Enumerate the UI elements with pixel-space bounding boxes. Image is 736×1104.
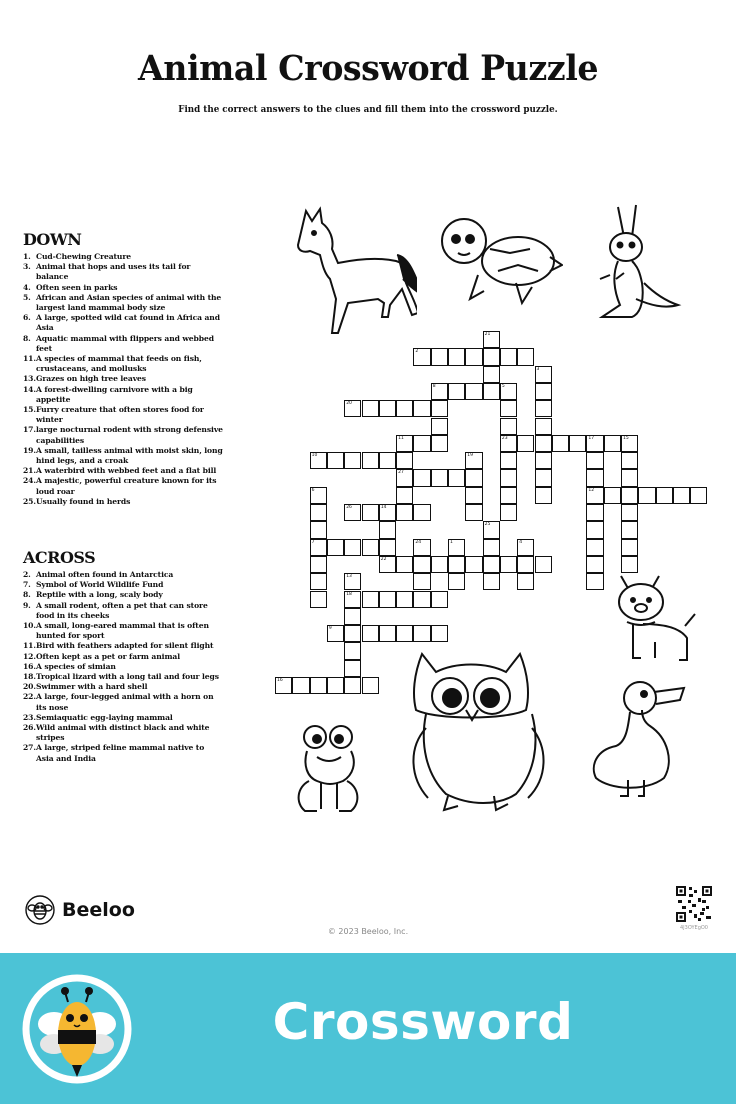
grid-cell[interactable] [586, 435, 603, 452]
grid-cell[interactable] [448, 348, 465, 365]
grid-cell[interactable] [396, 504, 413, 521]
horse-illustration [292, 203, 417, 343]
grid-cell[interactable] [413, 400, 430, 417]
grid-cell[interactable] [500, 469, 517, 486]
grid-cell[interactable] [292, 677, 309, 694]
grid-cell[interactable] [535, 366, 552, 383]
down-heading: DOWN [23, 230, 82, 249]
grid-cell[interactable] [362, 625, 379, 642]
clue-text: A large, striped feline mammal native to Asia and India [36, 743, 205, 763]
clue-number: 7. [23, 580, 31, 590]
across-clue [23, 723, 223, 743]
clue-number: 12. [23, 651, 36, 661]
grid-cell[interactable] [379, 591, 396, 608]
cell-number: 8 [432, 383, 436, 389]
grid-cell[interactable] [586, 556, 603, 573]
grid-cell[interactable] [431, 348, 448, 365]
grid-cell[interactable] [344, 504, 361, 521]
grid-cell[interactable] [517, 435, 534, 452]
across-clue [23, 692, 223, 712]
grid-cell[interactable] [690, 487, 707, 504]
beeloo-logo[interactable] [24, 894, 135, 926]
cell-number: 21 [484, 332, 491, 337]
grid-cell[interactable] [535, 452, 552, 469]
down-clue [23, 476, 223, 496]
grid-cell[interactable] [483, 366, 500, 383]
down-clue [23, 313, 223, 333]
clue-text: Animal that hops and uses its tail for balance [36, 262, 191, 282]
clue-text: A waterbird with webbed feet and a flat bill [36, 466, 217, 476]
clue-number: 15. [23, 405, 36, 415]
across-clue [23, 621, 223, 641]
grid-cell[interactable] [431, 435, 448, 452]
grid-cell[interactable] [535, 418, 552, 435]
grid-cell[interactable] [396, 591, 413, 608]
down-clue [23, 252, 223, 262]
cell-number: 14 [380, 505, 387, 510]
cell-number: 10 [311, 453, 318, 459]
grid-cell[interactable] [448, 556, 465, 573]
grid-cell[interactable] [379, 400, 396, 417]
clue-text: Usually found in herds [36, 496, 131, 506]
grid-cell[interactable] [362, 539, 379, 556]
across-clue [23, 590, 223, 600]
grid-cell[interactable] [413, 573, 430, 590]
clue-number: 9. [23, 600, 31, 610]
grid-cell[interactable] [621, 521, 638, 538]
down-clue [23, 283, 223, 293]
clue-text: large nocturnal rodent with strong defensive capabilities [36, 425, 223, 445]
clue-number: 6. [23, 313, 31, 323]
clue-number: 4. [23, 282, 31, 292]
clue-text: A species of simian [36, 661, 116, 671]
kangaroo-illustration [596, 203, 686, 325]
grid-cell[interactable] [500, 400, 517, 417]
grid-cell[interactable] [604, 435, 621, 452]
clue-text: A species of mammal that feeds on fish, crustaceans, and mollusks [36, 354, 202, 374]
across-clue [23, 652, 223, 662]
clue-text: Symbol of World Wildlife Fund [36, 580, 164, 590]
grid-cell[interactable] [483, 348, 500, 365]
page-title: Animal Crossword Puzzle [137, 48, 599, 89]
down-clue [23, 385, 223, 405]
grid-cell[interactable] [448, 573, 465, 590]
clue-number: 22. [23, 692, 36, 702]
cell-number: 6 [311, 487, 315, 493]
clue-text: A small, tailless animal with moist skin, long hind legs, and a croak [36, 445, 223, 466]
clue-text: Cud-Chewing Creature [36, 252, 131, 261]
clue-number: 23. [23, 712, 36, 722]
cell-number: 20 [346, 401, 352, 407]
grid-cell[interactable] [535, 487, 552, 504]
grid-cell[interactable] [517, 539, 534, 556]
clue-number: 8. [23, 333, 31, 343]
clue-text: African and Asian species of animal with the largest land mammal body size [36, 292, 222, 313]
grid-cell[interactable] [500, 418, 517, 435]
cell-number: 23 [501, 435, 508, 441]
grid-cell[interactable] [413, 591, 430, 608]
clue-number: 1. [23, 252, 31, 261]
clue-number: 20. [23, 682, 36, 692]
cell-number: 24 [415, 539, 422, 545]
cell-number: 25 [484, 522, 491, 528]
cell-number: 11 [398, 435, 404, 441]
grid-cell[interactable] [396, 556, 413, 573]
grid-cell[interactable] [465, 556, 482, 573]
grid-cell[interactable] [500, 556, 517, 573]
grid-cell[interactable] [413, 556, 430, 573]
cell-number: 2 [415, 349, 419, 355]
cell-number: 7 [311, 539, 315, 545]
clue-text: Tropical lizard with a long tail and four legs [36, 672, 219, 682]
clue-number: 21. [23, 466, 36, 476]
grid-cell[interactable] [413, 539, 430, 556]
clue-number: 3. [23, 262, 31, 272]
clue-text: A large, spotted wild cat found in Africa and Asia [36, 313, 220, 333]
grid-cell[interactable] [465, 348, 482, 365]
grid-cell[interactable] [310, 504, 327, 521]
grid-cell[interactable] [310, 487, 327, 504]
grid-cell[interactable] [483, 383, 500, 400]
grid-cell[interactable] [483, 556, 500, 573]
grid-cell[interactable] [500, 435, 517, 452]
grid-cell[interactable] [431, 383, 448, 400]
clue-text: A small, long-eared mammal that is often hunted for sport [36, 621, 209, 641]
grid-cell[interactable] [344, 591, 361, 608]
down-clue [23, 446, 223, 466]
grid-cell[interactable] [362, 452, 379, 469]
grid-cell[interactable] [396, 469, 413, 486]
grid-cell[interactable] [638, 487, 655, 504]
grid-cell[interactable] [586, 573, 603, 590]
down-clue [23, 334, 223, 354]
across-clue [23, 672, 223, 682]
clue-number: 27. [23, 743, 36, 753]
clue-text: Often seen in parks [36, 282, 118, 292]
grid-cell[interactable] [413, 348, 430, 365]
clue-number: 11. [23, 354, 36, 364]
down-clue [23, 374, 223, 384]
down-clue [23, 466, 223, 476]
clue-number: 24. [23, 476, 36, 486]
clue-text: Grazes on high tree leaves [36, 374, 146, 384]
grid-cell[interactable] [431, 400, 448, 417]
grid-cell[interactable] [517, 573, 534, 590]
grid-cell[interactable] [483, 521, 500, 538]
banner-title: Crossword [272, 993, 574, 1051]
grid-cell[interactable] [344, 660, 361, 677]
grid-cell[interactable] [621, 539, 638, 556]
clue-text: Often kept as a pet or farm animal [36, 651, 180, 661]
grid-cell[interactable] [448, 383, 465, 400]
grid-cell[interactable] [621, 469, 638, 486]
cell-number: 9 [328, 626, 332, 632]
clue-text: Bird with feathers adapted for silent flight [36, 641, 214, 651]
cell-number: 19 [467, 453, 474, 459]
grid-cell[interactable] [396, 487, 413, 504]
grid-cell[interactable] [569, 435, 586, 452]
clue-text: Aquatic mammal with flippers and webbed feet [36, 333, 214, 353]
down-clue [23, 405, 223, 425]
clue-number: 25. [23, 496, 36, 506]
grid-cell[interactable] [431, 625, 448, 642]
clue-number: 8. [23, 590, 31, 600]
grid-cell[interactable] [604, 487, 621, 504]
dog-illustration [613, 572, 703, 667]
grid-cell[interactable] [413, 435, 430, 452]
grid-cell[interactable] [310, 452, 327, 469]
grid-cell[interactable] [379, 539, 396, 556]
clue-number: 14. [23, 384, 36, 394]
cell-number: 4 [519, 539, 523, 545]
grid-cell[interactable] [500, 383, 517, 400]
cell-number: 15 [623, 435, 629, 441]
grid-cell[interactable] [500, 504, 517, 521]
grid-cell[interactable] [586, 469, 603, 486]
instructions: Find the correct answers to the clues and fill them into the crossword puzzle. [178, 104, 558, 115]
across-clue [23, 682, 223, 692]
duck-illustration [588, 676, 693, 801]
across-clue [23, 713, 223, 723]
grid-cell[interactable] [327, 452, 344, 469]
grid-cell[interactable] [310, 521, 327, 538]
grid-cell[interactable] [483, 573, 500, 590]
clue-text: Furry creature that often stores food for winter [36, 405, 204, 425]
clue-number: 16. [23, 661, 36, 671]
grid-cell[interactable] [431, 556, 448, 573]
grid-cell[interactable] [362, 504, 379, 521]
cell-number: 16 [277, 678, 283, 683]
grid-cell[interactable] [448, 469, 465, 486]
clue-text: Semiaquatic egg-laying mammal [36, 712, 173, 722]
grid-cell[interactable] [310, 573, 327, 590]
grid-cell[interactable] [483, 539, 500, 556]
turtle-illustration [438, 213, 563, 308]
grid-cell[interactable] [431, 591, 448, 608]
grid-cell[interactable] [621, 504, 638, 521]
grid-cell[interactable] [621, 556, 638, 573]
down-clue [23, 425, 223, 445]
grid-cell[interactable] [362, 677, 379, 694]
grid-cell[interactable] [396, 435, 413, 452]
grid-cell[interactable] [517, 348, 534, 365]
grid-cell[interactable] [535, 400, 552, 417]
clue-number: 2. [23, 570, 31, 579]
frog-illustration [295, 723, 363, 818]
grid-cell[interactable] [586, 521, 603, 538]
across-clue [23, 570, 223, 580]
grid-cell[interactable] [275, 677, 292, 694]
grid-cell[interactable] [465, 504, 482, 521]
across-clue [23, 580, 223, 590]
grid-cell[interactable] [448, 539, 465, 556]
grid-cell[interactable] [327, 625, 344, 642]
grid-cell[interactable] [379, 504, 396, 521]
grid-cell[interactable] [621, 487, 638, 504]
grid-cell[interactable] [379, 556, 396, 573]
clue-number: 11. [23, 641, 36, 651]
down-clue [23, 354, 223, 374]
cell-number: 13 [346, 574, 352, 580]
cell-number: 12 [588, 487, 595, 493]
owl-illustration [408, 648, 550, 813]
qr-code[interactable] [676, 886, 712, 922]
grid-cell[interactable] [344, 539, 361, 556]
grid-cell[interactable] [535, 556, 552, 573]
clue-text: Reptile with a long, scaly body [36, 590, 163, 600]
grid-cell[interactable] [344, 452, 361, 469]
clue-text: A forest-dwelling carnivore with a big appetite [36, 384, 193, 404]
grid-cell[interactable] [483, 331, 500, 348]
cell-number: 3 [536, 366, 540, 372]
cell-number: 1 [450, 539, 453, 545]
grid-cell[interactable] [465, 487, 482, 504]
grid-cell[interactable] [621, 435, 638, 452]
clue-number: 13. [23, 374, 36, 384]
across-heading: ACROSS [23, 548, 96, 567]
across-clue [23, 743, 223, 763]
grid-cell[interactable] [586, 539, 603, 556]
across-clue [23, 601, 223, 621]
grid-cell[interactable] [413, 504, 430, 521]
grid-cell[interactable] [465, 452, 482, 469]
clue-text: Wild animal with distinct black and white stripes [36, 723, 210, 743]
grid-cell[interactable] [344, 573, 361, 590]
grid-cell[interactable] [379, 625, 396, 642]
clue-text: A small rodent, often a pet that can store food in its cheeks [36, 600, 208, 620]
down-clue [23, 497, 223, 507]
cell-number: 5 [501, 383, 505, 389]
grid-cell[interactable] [344, 608, 361, 625]
across-clue [23, 641, 223, 651]
clue-text: Animal often found in Antarctica [36, 570, 174, 579]
bee-logo-icon [24, 894, 56, 926]
down-clue [23, 262, 223, 282]
grid-cell[interactable] [344, 400, 361, 417]
clue-number: 18. [23, 672, 36, 682]
clue-text: A majestic, powerful creature known for its loud roar [36, 476, 217, 496]
clue-text: Swimmer with a hard shell [36, 682, 148, 692]
grid-cell[interactable] [413, 469, 430, 486]
down-clue [23, 293, 223, 313]
clue-number: 5. [23, 292, 31, 302]
cell-number: 22 [380, 556, 387, 562]
grid-cell[interactable] [310, 556, 327, 573]
grid-cell[interactable] [362, 400, 379, 417]
grid-cell[interactable] [535, 469, 552, 486]
grid-cell[interactable] [500, 452, 517, 469]
grid-cell[interactable] [500, 348, 517, 365]
grid-cell[interactable] [552, 435, 569, 452]
grid-cell[interactable] [344, 642, 361, 659]
grid-cell[interactable] [396, 400, 413, 417]
grid-cell[interactable] [465, 383, 482, 400]
grid-cell[interactable] [310, 677, 327, 694]
grid-cell[interactable] [344, 625, 361, 642]
clue-number: 19. [23, 445, 36, 455]
grid-cell[interactable] [535, 435, 552, 452]
cell-number: 18 [346, 591, 352, 597]
grid-cell[interactable] [431, 469, 448, 486]
clue-number: 26. [23, 723, 36, 733]
grid-cell[interactable] [431, 418, 448, 435]
grid-cell[interactable] [413, 625, 430, 642]
grid-cell[interactable] [396, 625, 413, 642]
grid-cell[interactable] [327, 539, 344, 556]
grid-cell[interactable] [344, 677, 361, 694]
grid-cell[interactable] [310, 539, 327, 556]
clue-number: 10. [23, 621, 36, 631]
grid-cell[interactable] [465, 469, 482, 486]
grid-cell[interactable] [586, 452, 603, 469]
grid-cell[interactable] [500, 487, 517, 504]
cell-number: 26 [346, 505, 352, 510]
grid-cell[interactable] [656, 487, 673, 504]
cell-number: 17 [588, 435, 595, 441]
clue-text: A large, four-legged animal with a horn on its nose [36, 692, 214, 712]
across-clue [23, 662, 223, 672]
grid-cell[interactable] [379, 452, 396, 469]
grid-cell[interactable] [310, 591, 327, 608]
cell-number: 27 [398, 470, 404, 476]
across-clues [23, 548, 223, 764]
grid-cell[interactable] [396, 452, 413, 469]
grid-cell[interactable] [362, 591, 379, 608]
grid-cell[interactable] [517, 556, 534, 573]
grid-cell[interactable] [586, 487, 603, 504]
copyright: © 2023 Beeloo, Inc. [327, 927, 409, 936]
grid-cell[interactable] [379, 521, 396, 538]
clue-number: 17. [23, 425, 36, 435]
grid-cell[interactable] [327, 677, 344, 694]
grid-cell[interactable] [673, 487, 690, 504]
banner [0, 953, 736, 1104]
grid-cell[interactable] [621, 452, 638, 469]
grid-cell[interactable] [535, 383, 552, 400]
grid-cell[interactable] [586, 504, 603, 521]
brand-name: Beeloo [62, 899, 135, 921]
qr-code-label: 4J3OYEgO0 [679, 925, 708, 931]
down-clues [23, 230, 223, 507]
